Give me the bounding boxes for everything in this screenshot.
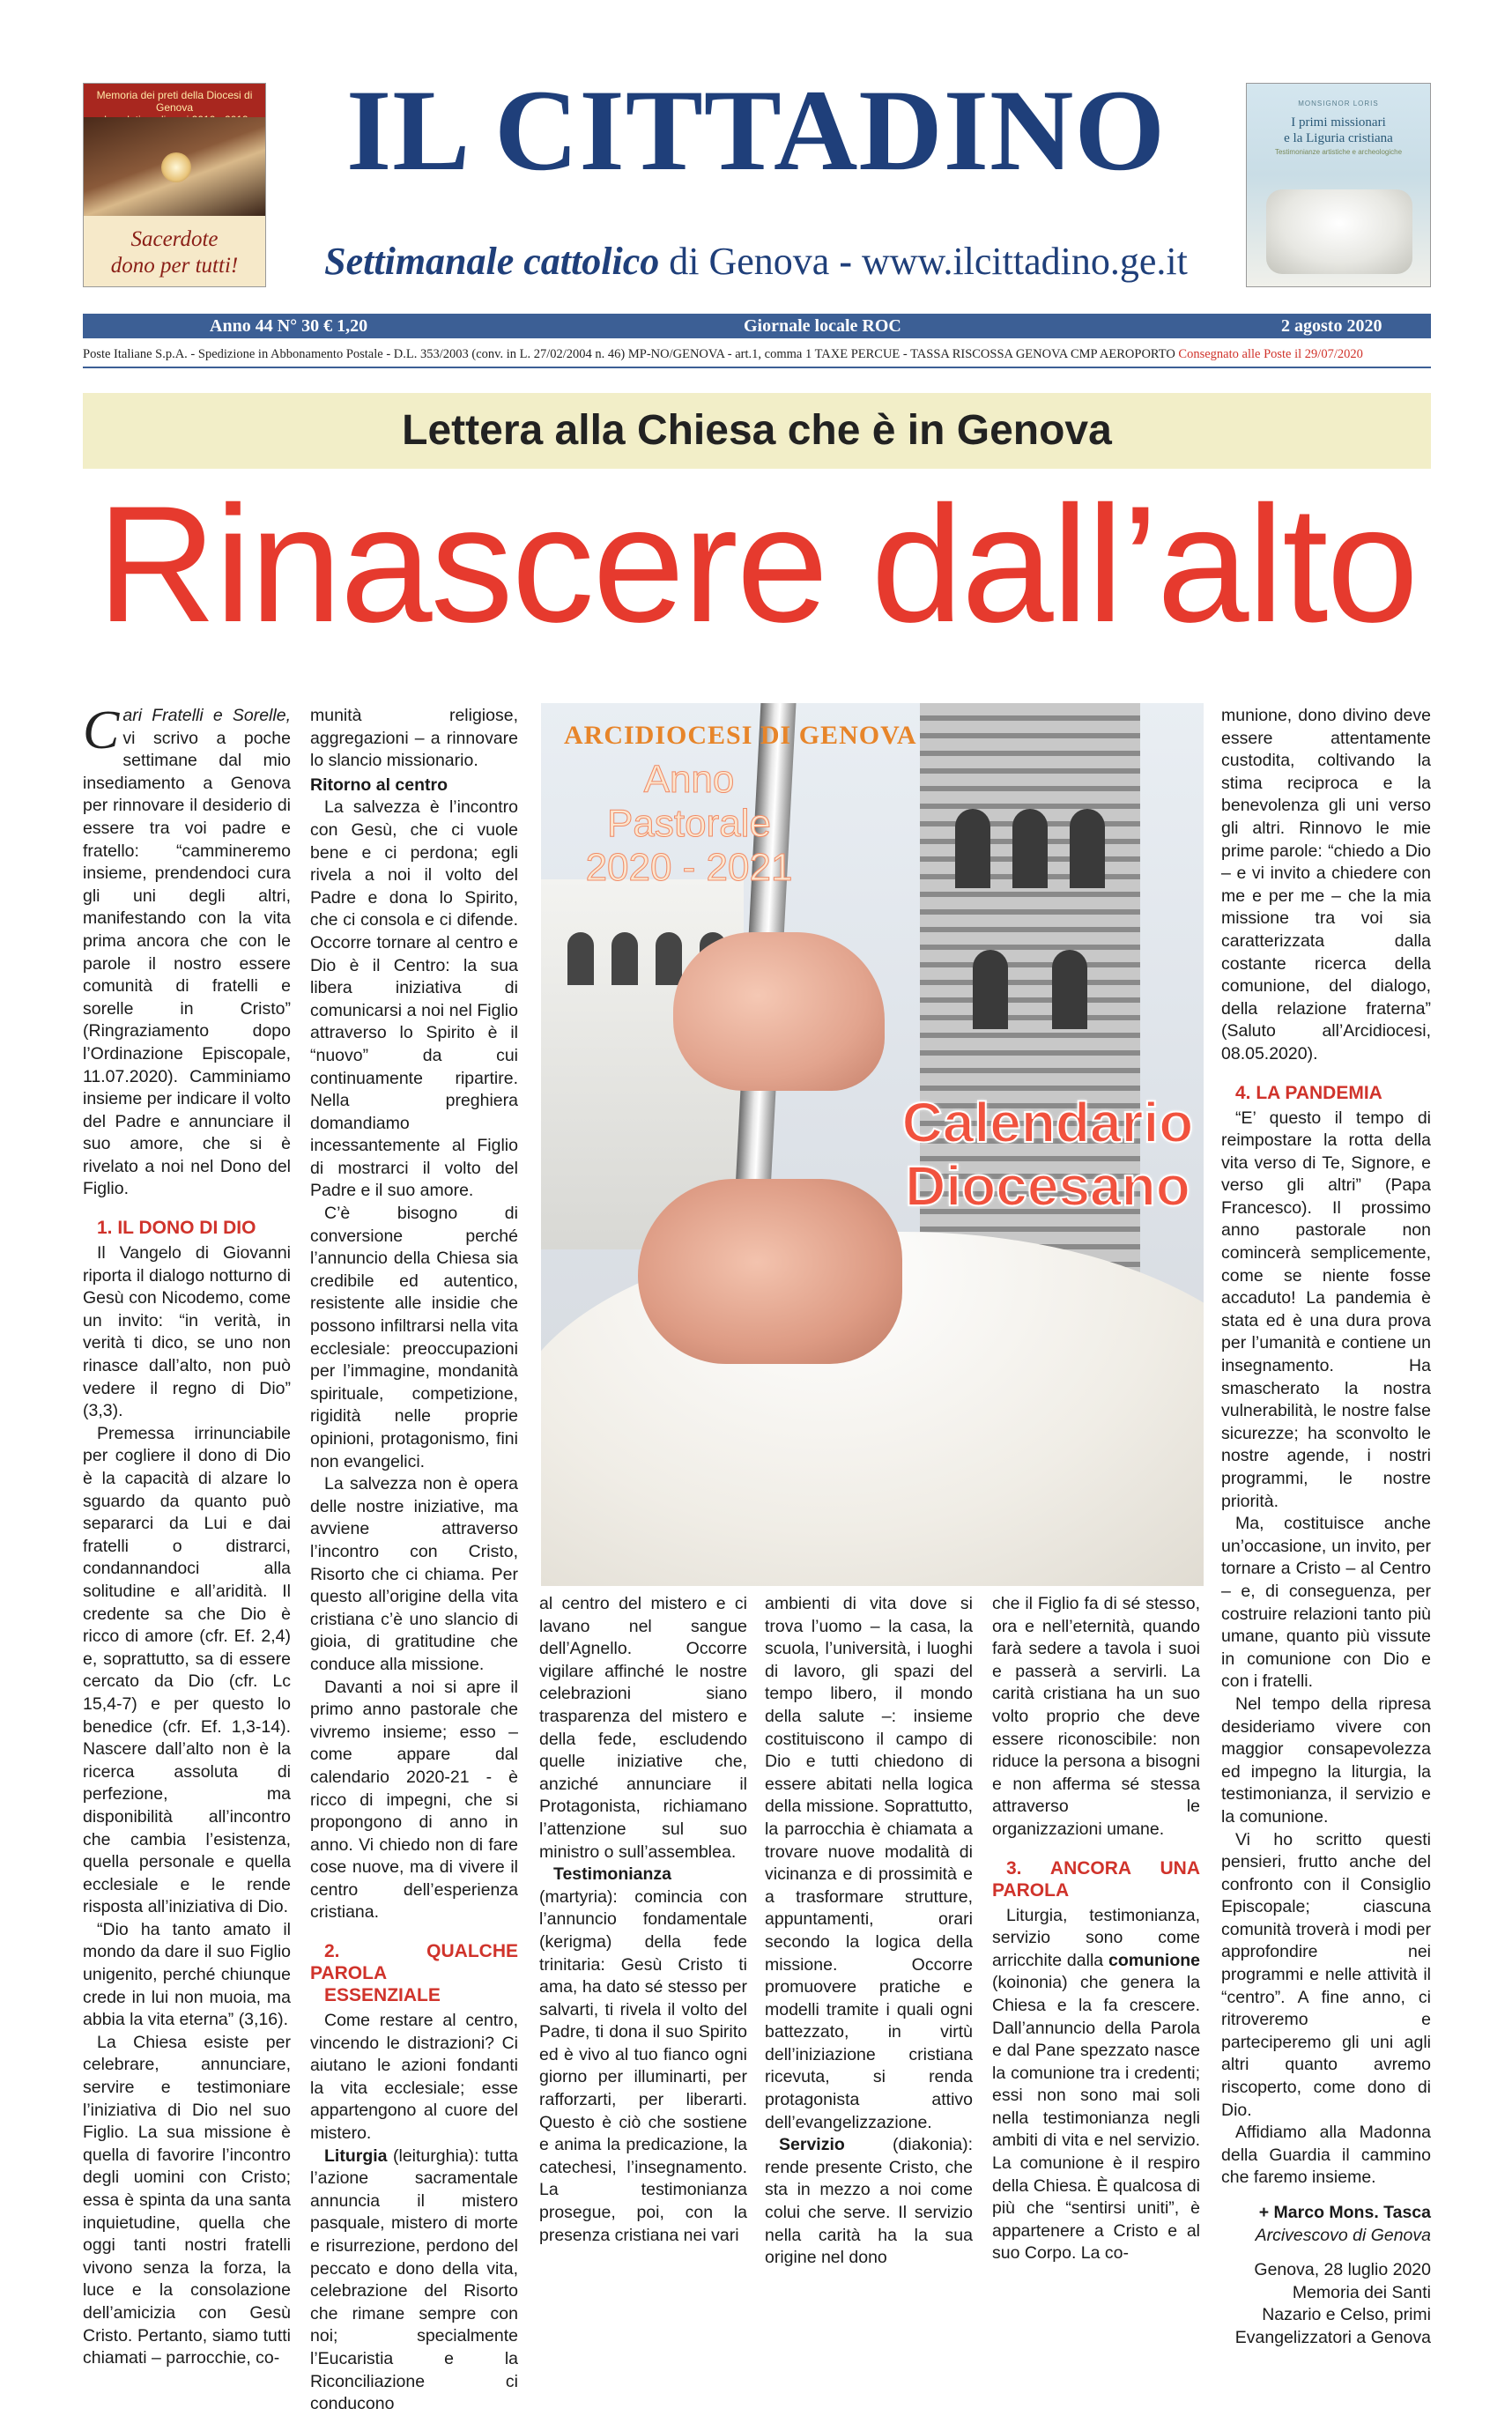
tagline-city: di Genova <box>669 240 830 283</box>
hand-lower <box>638 1179 902 1364</box>
promo-book-title <box>1247 107 1430 146</box>
postal-line <box>83 345 1431 363</box>
divider <box>83 367 1431 368</box>
paragraph: munità religiose, aggregazioni – a rinnovare lo slancio missionario. <box>310 706 518 771</box>
section-heading: 2. QUALCHE PAROLA <box>310 1941 518 1984</box>
paragraph: Vi ho scritto questi pensieri, frutto anche del confronto con il Consiglio Episcopale; ciascuna comunità troverà i modi per approfondire nei programmi e nelle attività il “centro”. A fine anno, ci ritroveremo e parteciperemo gli uni agli altri quanto avremo riscoperto, come dono di Dio. <box>1221 1829 1431 2120</box>
calendar-cover-photo <box>541 703 1204 1586</box>
postal-delivered: Consegnato alle Poste il 29/07/2020 <box>1178 347 1363 361</box>
paragraph: Premessa irrinunciabile per cogliere il dono di Dio è la capacità di alzare lo sguardo da quanto può separarci da Lui e dai fratelli o distrarci, condannandoci alla solitudine e all’aridità. Il credente sa che Dio è ricco di amore (cfr. Ef. 2,4) e, soprattutto, sa di essere cercato da Dio (cfr. Lc 15,4-7) e per questo lo benedice (cfr. Ef. 1,3-14). Nascere dall’alto non è la ricerca assoluta di perfezione, ma disponibilità all’incontro che cambia l’esistenza, quella personale e quella ecclesiale e le rende risposta all’iniziativa di Dio. <box>83 1423 291 1917</box>
paragraph: Nel tempo della ripresa desideriamo vivere con maggior consapevolezza ed impegno la liturgia, la testimonianza, il servizio e la comunione. <box>1221 1693 1431 1827</box>
calendar-title-line2: Diocesano <box>905 1154 1190 1218</box>
promo-book-missionari[interactable] <box>1246 83 1431 287</box>
paragraph: La salvezza non è opera delle nostre iniziative, ma avviene attraverso l’incontro con Cristo, Risorto che ci chiama. Per questo all’origine della vita cristiana c’è uno slancio di gioia, di gratitudine che conduce alla missione. <box>310 1474 518 1674</box>
article-column-5 <box>992 1593 1200 2265</box>
paragraph: Come restare al centro, vincendo le distrazioni? Ci aiutano le azioni fondanti la vita ecclesiale; esse appartengono al cuore del mistero. <box>310 2011 518 2144</box>
term-comunione: comunione <box>1108 1950 1200 1970</box>
letter-banner: Lettera alla Chiesa che è in Genova <box>83 393 1431 469</box>
article-column-1 <box>83 700 291 2370</box>
subheading: Ritorno al centro <box>310 774 448 795</box>
paragraph: Il Vangelo di Giovanni riporta il dialogo notturno di Gesù con Nicodemo, come un invito: “in verità, in verità ti dico, se uno non rinasce dall’alto, non può vedere il regno di Dio” (3,3). <box>83 1243 291 1421</box>
article-column-2 <box>310 705 518 2416</box>
calendar-title-line1: Calendario <box>901 1091 1194 1154</box>
paragraph: La Chiesa esiste per celebrare, annunciare, servire e testimoniare l’iniziativa di Dio nel suo Figlio. La sua missione è quella di favorire l’incontro degli uomini con Cristo; essa è spinta da una santa inquietudine, quella che oggi tanti nostri fratelli vivono senza la forza, la luce e la consolazione dell’amicizia con Gesù Cristo. Pertanto, siamo tutti chiamati – parrocchie, co- <box>83 2032 291 2368</box>
issue-info-bar <box>83 314 1431 338</box>
promo-book-sacerdote[interactable] <box>83 83 266 287</box>
paragraph: Affidiamo alla Madonna della Guardia il cammino che faremo insieme. <box>1221 2123 1431 2188</box>
promo-photo-chalice <box>84 117 265 216</box>
section-heading: 4. LA PANDEMIA <box>1235 1082 1382 1103</box>
main-headline: Rinascere dall’alto <box>96 471 1418 656</box>
article-column-4 <box>765 1593 973 2270</box>
drop-cap: C <box>83 700 120 760</box>
paragraph: “Dio ha tanto amato il mondo da dare il suo Figlio unigenito, perché chiunque crede in lui non muoia, ma abbia la vita eterna” (3,16). <box>83 1919 291 2030</box>
paragraph: Ma, costituisce anche un’occasione, un invito, per tornare a Cristo – al Centro – e, di conseguenza, per costruire relazioni tanto più umane, quanto più vissute in comunione con Dio e con i fratelli. <box>1221 1514 1431 1692</box>
window <box>611 932 638 985</box>
window <box>1052 950 1087 1029</box>
paragraph: (martyria): comincia con l’annuncio fondamentale (kerigma) della fede trinitaria: Gesù Cristo ti ama, ha dato sé stesso per salvarti, ti rivela il volto del Padre, ti dona il suo Spirito ed è vivo al tuo fianco ogni giorno per illuminarti, per rafforzarti, per liberarti. Questo è ciò che sostiene e anima la predicazione, la catechesi, l’insegnamento. La testimonianza prosegue, poi, con la presenza cristiana nei vari <box>539 1886 747 2245</box>
newspaper-title: IL CITTADINO <box>345 65 1167 195</box>
archdiocese-label: ARCIDIOCESI DI GENOVA <box>564 721 917 750</box>
promo-caption-line1: Sacerdote <box>130 227 219 251</box>
window <box>567 932 594 985</box>
chalice-icon <box>161 152 191 182</box>
paragraph: La salvezza è l’incontro con Gesù, che ci vuole bene e ci perdona; egli rivela a noi il volto del Padre e dona lo Spirito, che ci consola e ci difende. Occorre tornare al centro e Dio è il Centro: la sua libera iniziativa di comunicarsi a noi nel Figlio attraverso lo Spirito è il “nuovo” da cui continuamente ripartire. Nella preghiera domandiamo incessantemente al Figlio di mostrarci il volto del Padre e il suo amore. <box>310 797 518 1201</box>
window <box>656 932 682 985</box>
section-heading-cont: ESSENZIALE <box>324 1985 441 2006</box>
promo-top-text <box>84 84 265 117</box>
paragraph: che il Figlio fa di sé stesso, ora e nell’eternità, quando farà sedere a tavola i suoi e passerà a servirli. La carità cristiana ha un suo volto proprio che deve essere riconoscibile: non riduce la persona a bisogni e non afferma sé stessa attraverso le organizzazioni umane. <box>992 1594 1200 1839</box>
website-link[interactable]: www.ilcittadino.ge.it <box>861 240 1188 283</box>
paragraph: (koinonia) che genera la Chiesa e la fa crescere. Dall’annuncio della Parola e dal Pane spezzato nasce la comunione tra i credenti; essi non sono mai soli nella testimonianza negli ambiti di vita e nel servizio. La comunione è il respiro della Chiesa. È qualcosa di più che “sentirsi uniti”, è appartenere a Cristo e al suo Corpo. La co- <box>992 1973 1200 2264</box>
pastoral-year-line2: 2020 - 2021 <box>585 846 793 889</box>
paragraph: Liturgia, testimonianza, servizio sono come arricchite dalla <box>992 1905 1200 1970</box>
issue-number: Anno 44 N° 30 € 1,20 <box>210 316 368 336</box>
calendar-title <box>893 1091 1202 1218</box>
article-column-3 <box>539 1593 747 2247</box>
promo-top-line1: Memoria dei preti della Diocesi di Genova <box>96 89 253 114</box>
window <box>1012 809 1048 888</box>
term-servizio: Servizio <box>779 2135 845 2155</box>
issue-date: 2 agosto 2020 <box>1281 316 1382 336</box>
window <box>1070 809 1105 888</box>
article-column-6 <box>1221 705 1431 2350</box>
newspaper-type: Giornale locale ROC <box>744 316 901 336</box>
paragraph: (diakonia): rende presente Cristo, che sta in mezzo a noi come colui che serve. Il servizio nella carità ha la sua origine nel dono <box>765 2135 973 2268</box>
window <box>955 809 990 888</box>
term-liturgia: Liturgia <box>324 2145 388 2166</box>
salutation: ari Fratelli e Sorelle, <box>122 706 291 725</box>
signature: + Marco Mons. Tasca <box>1258 2203 1431 2222</box>
paragraph: (leiturghia): tutta l’azione sacramentale annuncia il mistero pasquale, mistero di morte e risurrezione, perdono del peccato e dono della vita, celebrazione del Risorto che rimane sempre con noi; specialmente l’Eucaristia e la Riconciliazione ci conducono <box>310 2145 519 2414</box>
section-heading: 3. ANCORA UNA PAROLA <box>992 1857 1200 1901</box>
promo-stone-image <box>1266 189 1412 274</box>
pastoral-year-line1: Anno Pastorale <box>607 758 771 845</box>
section-heading: 1. IL DONO DI DIO <box>97 1218 256 1239</box>
memoria-line: Evangelizzatori a Genova <box>1234 2327 1431 2347</box>
place-date: Genova, 28 luglio 2020 <box>1254 2260 1431 2280</box>
promo-caption <box>84 216 265 279</box>
paragraph: “E’ questo il tempo di reimpostare la rotta della vita verso di Te, Signore, e verso gli altri” (Papa Francesco). Il prossimo anno pastorale non comincerà semplicemente, come se niente fosse accaduto! La pandemia è stata ed è una dura prova per l’umanità e contiene un insegnamento. Ha smascherato la nostra vulnerabilità, le nostre false sicurezze; ha sconvolto le nostre agende, i nostri programmi, le nostre priorità. <box>1221 1108 1431 1511</box>
promo-title-line2: e la Liguria cristiana <box>1284 131 1393 145</box>
signature-role: Arcivescovo di Genova <box>1255 2225 1431 2245</box>
memoria-line: Nazario e Celso, primi <box>1262 2305 1431 2325</box>
paragraph: munione, dono divino deve essere attentamente custodita, coltivando la stima reciproca e la benevolenza gli uni verso gli altri. Rinnovo le mie prime parole: “chiedo a Dio – e vi invito a chiedere con me e per me – che la mia missione tra voi sia caratterizzata dalla costante ricerca della comunione, del dialogo, della relazione fraterna” (Saluto all’Arcidiocesi, 08.05.2020). <box>1221 706 1431 1063</box>
promo-caption-line2: dono per tutti! <box>110 254 239 278</box>
tagline-separator: - <box>839 240 852 283</box>
postal-text: Poste Italiane S.p.A. - Spedizione in Abbonamento Postale - D.L. 353/2003 (conv. in L. 27/02/2004 n. 46) MP-NO/GENOVA - art.1, comma 1 TAXE PERCUE - TASSA RISCOSSA GENOVA CMP AEROPORTO <box>83 347 1175 361</box>
paragraph: al centro del mistero e ci lavano nel sangue dell’Agnello. Occorre vigilare affinché le nostre celebrazioni siano trasparenza del mistero e della fede, escludendo quelle iniziative che, anziché annunciare il Protagonista, richiamano l’attenzione sul suo ministro o sull’assemblea. <box>539 1594 747 1862</box>
promo-subtitle: Testimonianze artistiche e archeologiche <box>1274 148 1403 156</box>
term-testimonianza: Testimonianza <box>553 1864 671 1885</box>
pastoral-year <box>557 758 821 890</box>
hand-upper <box>673 932 885 1091</box>
paragraph: ambienti di vita dove si trova l’uomo – la casa, la scuola, l’università, i luoghi di lavoro, gli spazi del tempo libero, il mondo della salute –: insieme costituiscono il campo di Dio e tutti chiedono di essere abitati nella logica della missione. Soprattutto, la parrocchia è chiamata a trovare nuove modalità di vicinanza e di prossimità e a trasformare strutture, appuntamenti, orari secondo la logica della missione. Occorre promuovere pratiche e modelli tramite i quali ogni battezzato, in virtù dell’iniziazione cristiana ricevuta, si renda protagonista attivo dell’evangelizzazione. <box>765 1594 973 2132</box>
paragraph: C’è bisogno di conversione perché l’annuncio della Chiesa sia credibile ed autentico, resistente alle insidie che possono infiltrarsi nella vita ecclesiale: preoccupazioni per l’immagine, mondanità spirituale, competizione, rigidità nelle proprie opinioni, protagonismo, fini non evangelici. <box>310 1204 518 1471</box>
tagline-italic: Settimanale cattolico <box>324 240 660 283</box>
paragraph: Davanti a noi si apre il primo anno pastorale che vivremo insieme; esso – come appare dal calendario 2020-21 - è ricco di impegni, che si propongono di anno in anno. Vi chiedo non di fare cose nuove, ma di vivere il centro dell’esperienza cristiana. <box>310 1677 518 1923</box>
tagline <box>280 238 1232 285</box>
window <box>973 950 1008 1029</box>
promo-author: MONSIGNOR LORIS <box>1298 100 1379 107</box>
paragraph: vi scrivo a poche settimane dal mio insediamento a Genova per rinnovare il desiderio di essere tra voi padre e fratello: “cammineremo insieme, prendendoci cura gli uni degli altri, manifestando con la vita prima ancora che con le parole il nostro essere comunità di fratelli e sorelle in Cristo” (Ringraziamento dopo l’Ordinazione Episcopale, 11.07.2020). Camminiamo insieme per indicare il volto del Padre e annunciare il suo amore, che si è rivelato a noi nel Dono del Figlio. <box>83 728 291 1199</box>
promo-title-line1: I primi missionari <box>1291 115 1386 130</box>
memoria-line: Memoria dei Santi <box>1292 2282 1431 2302</box>
